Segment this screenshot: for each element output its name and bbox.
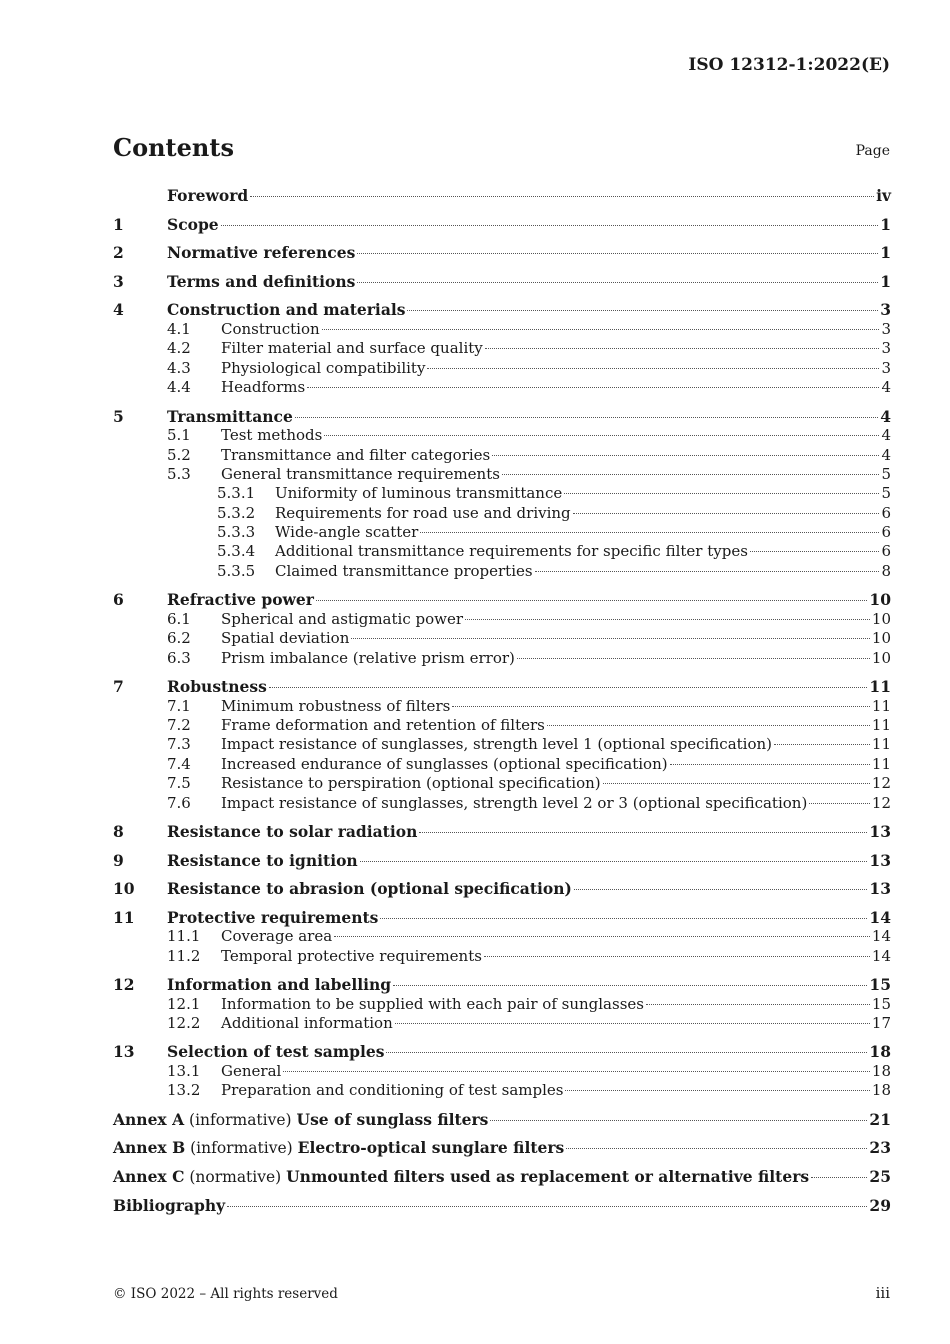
toc-entry-title: Transmittance — [167, 406, 293, 426]
toc-dot-leader — [547, 724, 870, 726]
toc-entry-page: 5 — [881, 484, 891, 503]
toc-entry-number: 12.2 — [167, 1014, 201, 1033]
toc-entry-page: 4 — [881, 426, 891, 445]
toc-entry-number: 7.3 — [167, 735, 191, 754]
toc-dot-leader — [492, 454, 879, 456]
toc-entry[interactable] — [113, 716, 891, 735]
toc-dot-leader — [307, 386, 879, 388]
annex-kind: (informative) — [189, 1110, 292, 1129]
toc-entry-title: Normative references — [167, 243, 356, 263]
toc-entry-number: 5.3.1 — [217, 484, 256, 503]
toc-entry[interactable] — [113, 1081, 891, 1100]
bibliography-title: Bibliography — [113, 1195, 226, 1215]
toc-entry-title: Resistance to ignition — [167, 850, 358, 870]
toc-entry-page: 6 — [881, 503, 891, 522]
toc-entry-title: Impact resistance of sunglasses, strength level 1 (optional specification) — [221, 735, 773, 754]
toc-entry-title: Additional information — [221, 1014, 393, 1033]
toc-dot-leader — [485, 347, 880, 349]
toc-entry-number: 6.3 — [167, 648, 191, 667]
toc-entry-page: 29 — [869, 1195, 891, 1215]
toc-dot-leader — [283, 1070, 870, 1072]
toc-dot-leader — [490, 1119, 867, 1121]
toc-entry-title: Temporal protective requirements — [221, 946, 482, 965]
toc-dot-leader — [646, 1003, 870, 1005]
toc-entry[interactable] — [113, 504, 891, 523]
toc-dot-leader — [564, 492, 879, 494]
toc-entry[interactable] — [113, 755, 891, 774]
toc-entry-number: 5.1 — [167, 426, 191, 445]
toc-entry-number: 12.1 — [167, 994, 201, 1013]
toc-entry-title: Information and labelling — [167, 975, 392, 995]
toc-annex-entry[interactable] — [113, 1138, 891, 1158]
toc-entry-title: Scope — [167, 214, 219, 234]
toc-entry-title: Robustness — [167, 677, 267, 697]
annex-heading — [113, 1110, 488, 1131]
toc-entry-title: Construction and materials — [167, 300, 406, 320]
toc-entry-number: 5 — [113, 406, 124, 426]
toc-entry-number: 11 — [113, 907, 135, 927]
toc-dot-leader — [774, 743, 870, 745]
toc-entry-page: 6 — [881, 542, 891, 561]
toc-entry[interactable] — [113, 320, 891, 339]
toc-entry-page: 23 — [869, 1138, 891, 1158]
toc-entry-number: 6 — [113, 590, 124, 610]
toc-entry-page: 10 — [871, 648, 891, 667]
toc-entry-page: 1 — [880, 243, 891, 263]
toc-entry-number: 5.3 — [167, 464, 191, 483]
toc-entry-number: 4.4 — [167, 378, 191, 397]
toc-dot-leader — [357, 252, 878, 254]
annex-title: Electro-optical sunglare filters — [297, 1138, 565, 1158]
toc-entry[interactable] — [113, 735, 891, 754]
annex-heading — [113, 1167, 809, 1188]
toc-entry-page: 4 — [881, 445, 891, 464]
toc-dot-leader — [227, 1205, 867, 1207]
toc-entry-title: Resistance to solar radiation — [167, 821, 418, 841]
toc-entry-number: 7.5 — [167, 774, 191, 793]
toc-entry-page: 21 — [869, 1109, 891, 1129]
toc-entry-title: Uniformity of luminous transmittance — [275, 484, 563, 503]
toc-dot-leader — [269, 686, 868, 688]
toc-entry-number: 6.2 — [167, 629, 191, 648]
toc-entry[interactable] — [113, 629, 891, 648]
toc-entry-number: 1 — [113, 214, 124, 234]
toc-entry-title: General transmittance requirements — [221, 464, 500, 483]
document-id: ISO 12312-1:2022(E) — [688, 55, 890, 75]
toc-dot-leader — [324, 434, 879, 436]
toc-entry[interactable] — [113, 774, 891, 793]
toc-annex-entry[interactable] — [113, 1110, 891, 1130]
toc-dot-leader — [750, 550, 880, 552]
toc-entry-page: 8 — [881, 561, 891, 580]
table-of-contents — [113, 186, 891, 1215]
toc-entry-title: Frame deformation and retention of filters — [221, 716, 545, 734]
toc-dot-leader — [334, 935, 870, 937]
toc-entry-title: Increased endurance of sunglasses (optional specification) — [221, 754, 668, 773]
annex-label: Annex B — [113, 1138, 186, 1158]
toc-entry-title: General — [221, 1062, 282, 1081]
toc-entry-title: Selection of test samples — [167, 1042, 385, 1062]
toc-entry-page: 25 — [869, 1167, 891, 1187]
toc-entry[interactable] — [113, 610, 891, 629]
toc-entry-page: 5 — [881, 464, 891, 483]
toc-entry[interactable] — [113, 975, 891, 995]
toc-dot-leader — [811, 1176, 867, 1178]
toc-entry[interactable] — [113, 927, 891, 946]
toc-dot-leader — [535, 570, 880, 572]
toc-dot-leader — [395, 1022, 870, 1024]
toc-entry[interactable] — [113, 649, 891, 668]
toc-entry-number: 3 — [113, 271, 124, 291]
annex-kind: (informative) — [190, 1139, 293, 1158]
toc-entry[interactable] — [113, 677, 891, 697]
toc-entry-title: Spatial deviation — [221, 629, 350, 648]
toc-entry-page: 11 — [871, 716, 891, 734]
toc-entry[interactable] — [113, 1014, 891, 1033]
toc-entry-page: 11 — [869, 677, 891, 697]
toc-entry-page: 4 — [881, 378, 891, 397]
annex-title: Unmounted filters used as replacement or alternative filters — [286, 1167, 810, 1187]
toc-entry-page: 18 — [871, 1062, 891, 1081]
toc-dot-leader — [322, 328, 880, 330]
toc-annex-entry[interactable] — [113, 1167, 891, 1187]
toc-entry[interactable] — [113, 794, 891, 813]
toc-entry-number: 13.1 — [167, 1062, 201, 1081]
toc-entry[interactable] — [113, 542, 891, 561]
toc-dot-leader — [574, 888, 868, 890]
toc-entry-title: Spherical and astigmatic power — [221, 609, 464, 628]
toc-entry[interactable] — [113, 378, 891, 397]
toc-entry-number: 4 — [113, 300, 124, 320]
toc-entry-page: 15 — [869, 975, 891, 995]
toc-entry-page: 11 — [871, 754, 891, 773]
toc-entry-number: 5.2 — [167, 445, 191, 464]
toc-dot-leader — [221, 224, 879, 226]
toc-entry-page: 18 — [869, 1042, 891, 1062]
toc-entry[interactable] — [113, 465, 891, 484]
toc-entry[interactable] — [113, 243, 891, 263]
toc-dot-leader — [351, 637, 870, 639]
toc-entry-page: 14 — [871, 946, 891, 965]
toc-entry-page: 11 — [871, 696, 891, 715]
toc-entry-page: 12 — [871, 774, 891, 793]
toc-entry-page: 13 — [869, 879, 891, 899]
annex-heading — [113, 1138, 564, 1159]
page-title: Contents — [113, 133, 234, 162]
annex-kind: (normative) — [189, 1168, 282, 1187]
toc-dot-leader — [517, 657, 870, 659]
toc-entry-page: 15 — [871, 994, 891, 1013]
toc-dot-leader — [360, 860, 868, 862]
toc-dot-leader — [670, 763, 870, 765]
toc-entry-page: 6 — [881, 523, 891, 542]
toc-entry-number: 7.6 — [167, 793, 191, 812]
toc-entry[interactable] — [113, 879, 891, 899]
toc-dot-leader — [566, 1147, 867, 1149]
toc-entry-title: Resistance to abrasion (optional specification) — [167, 879, 572, 899]
toc-dot-leader — [502, 473, 880, 475]
toc-entry-page: 1 — [880, 271, 891, 291]
toc-dot-leader — [465, 618, 870, 620]
toc-bibliography-entry[interactable] — [113, 1196, 891, 1216]
toc-entry[interactable] — [113, 908, 891, 928]
toc-entry-page: 3 — [880, 300, 891, 320]
toc-entry-page: 10 — [871, 629, 891, 648]
toc-entry-title: Filter material and surface quality — [221, 339, 483, 358]
toc-entry-number: 4.1 — [167, 319, 191, 338]
toc-dot-leader — [452, 705, 870, 707]
toc-entry-number: 7 — [113, 677, 124, 697]
toc-entry-title: Preparation and conditioning of test samples — [221, 1081, 564, 1100]
toc-entry[interactable] — [113, 186, 891, 206]
toc-entry-number: 7.2 — [167, 716, 191, 734]
toc-entry[interactable] — [113, 446, 891, 465]
toc-dot-leader — [380, 917, 867, 919]
footer-copyright: © ISO 2022 – All rights reserved — [113, 1286, 338, 1302]
toc-dot-leader — [250, 195, 874, 197]
toc-entry-number: 2 — [113, 243, 124, 263]
toc-dot-leader — [393, 984, 867, 986]
toc-entry-page: 12 — [871, 793, 891, 812]
toc-entry-page: 1 — [880, 214, 891, 234]
toc-entry-title: Resistance to perspiration (optional specification) — [221, 774, 601, 793]
toc-entry-page: 10 — [871, 609, 891, 628]
toc-entry-page: 11 — [871, 735, 891, 754]
toc-entry-page: 18 — [871, 1081, 891, 1100]
toc-dot-leader — [386, 1051, 867, 1053]
toc-entry-title: Protective requirements — [167, 907, 379, 927]
toc-entry-title: Physiological compatibility — [221, 358, 426, 377]
toc-entry-page: 14 — [871, 927, 891, 946]
toc-entry-title: Terms and definitions — [167, 271, 356, 291]
toc-entry-title: Foreword — [167, 186, 249, 205]
toc-entry-number: 5.3.3 — [217, 523, 256, 542]
toc-entry-page: 14 — [869, 907, 891, 927]
toc-entry-page: 3 — [881, 319, 891, 338]
toc-entry-title: Refractive power — [167, 590, 314, 610]
toc-dot-leader — [420, 531, 879, 533]
toc-entry-number: 9 — [113, 850, 124, 870]
toc-entry[interactable] — [113, 359, 891, 378]
toc-entry[interactable] — [113, 822, 891, 842]
toc-entry[interactable] — [113, 1062, 891, 1081]
toc-entry[interactable] — [113, 1042, 891, 1062]
toc-entry-title: Wide-angle scatter — [275, 523, 419, 542]
toc-entry-number: 13 — [113, 1042, 135, 1062]
toc-entry[interactable] — [113, 272, 891, 292]
toc-entry-number: 12 — [113, 975, 135, 995]
toc-entry-title: Claimed transmittance properties — [275, 561, 533, 580]
toc-dot-leader — [573, 512, 880, 514]
toc-entry-number: 7.4 — [167, 754, 191, 773]
toc-entry-page: 13 — [869, 850, 891, 870]
toc-entry-page: 3 — [881, 358, 891, 377]
toc-dot-leader — [357, 281, 878, 283]
annex-title: Use of sunglass filters — [296, 1109, 489, 1129]
toc-entry-page: 3 — [881, 339, 891, 358]
toc-entry-title: Additional transmittance requirements for specific filter types — [275, 542, 748, 561]
toc-entry-title: Prism imbalance (relative prism error) — [221, 648, 515, 667]
toc-entry[interactable] — [113, 995, 891, 1014]
toc-entry-title: Transmittance and filter categories — [221, 445, 491, 464]
toc-dot-leader — [809, 802, 870, 804]
toc-entry-title: Construction — [221, 319, 320, 338]
toc-entry[interactable] — [113, 851, 891, 871]
toc-entry[interactable] — [113, 697, 891, 716]
toc-entry-title: Information to be supplied with each pair of sunglasses — [221, 994, 644, 1013]
toc-entry[interactable] — [113, 484, 891, 503]
toc-entry-page: iv — [876, 186, 891, 205]
toc-entry-number: 8 — [113, 821, 124, 841]
page-column-label: Page — [855, 143, 890, 159]
toc-entry-number: 4.3 — [167, 358, 191, 377]
toc-entry-number: 5.3.4 — [217, 542, 256, 561]
toc-dot-leader — [484, 955, 870, 957]
toc-entry-title: Minimum robustness of filters — [221, 696, 451, 715]
toc-entry-title: Requirements for road use and driving — [275, 503, 571, 522]
toc-dot-leader — [603, 782, 870, 784]
toc-dot-leader — [427, 367, 879, 369]
toc-entry[interactable] — [113, 300, 891, 320]
toc-entry[interactable] — [113, 426, 891, 445]
toc-entry-number: 10 — [113, 879, 135, 899]
toc-entry[interactable] — [113, 590, 891, 610]
toc-entry-number: 11.1 — [167, 927, 201, 946]
toc-entry-title: Coverage area — [221, 927, 333, 946]
toc-entry-number: 11.2 — [167, 946, 201, 965]
toc-dot-leader — [316, 599, 868, 601]
toc-entry-title: Headforms — [221, 378, 306, 397]
toc-dot-leader — [419, 831, 867, 833]
annex-label: Annex C — [113, 1167, 185, 1187]
toc-entry-page: 17 — [871, 1014, 891, 1033]
toc-entry-number: 7.1 — [167, 696, 191, 715]
footer-page-number: iii — [875, 1284, 890, 1302]
toc-dot-leader — [407, 309, 878, 311]
toc-entry[interactable] — [113, 562, 891, 581]
toc-dot-leader — [295, 416, 878, 418]
toc-entry-page: 10 — [869, 590, 891, 610]
toc-entry-title: Impact resistance of sunglasses, strength level 2 or 3 (optional specification) — [221, 793, 808, 812]
toc-entry-number: 5.3.5 — [217, 561, 256, 580]
toc-entry-number: 13.2 — [167, 1081, 201, 1100]
toc-entry-title: Test methods — [221, 426, 323, 445]
toc-entry[interactable] — [113, 339, 891, 358]
toc-entry-number: 6.1 — [167, 609, 191, 628]
toc-entry[interactable] — [113, 947, 891, 966]
toc-dot-leader — [565, 1089, 869, 1091]
toc-entry[interactable] — [113, 407, 891, 427]
toc-entry[interactable] — [113, 215, 891, 235]
toc-entry-page: 13 — [869, 821, 891, 841]
annex-label: Annex A — [113, 1109, 185, 1129]
toc-entry-page: 4 — [880, 406, 891, 426]
toc-entry-number: 4.2 — [167, 339, 191, 358]
toc-entry[interactable] — [113, 523, 891, 542]
toc-entry-number: 5.3.2 — [217, 503, 256, 522]
